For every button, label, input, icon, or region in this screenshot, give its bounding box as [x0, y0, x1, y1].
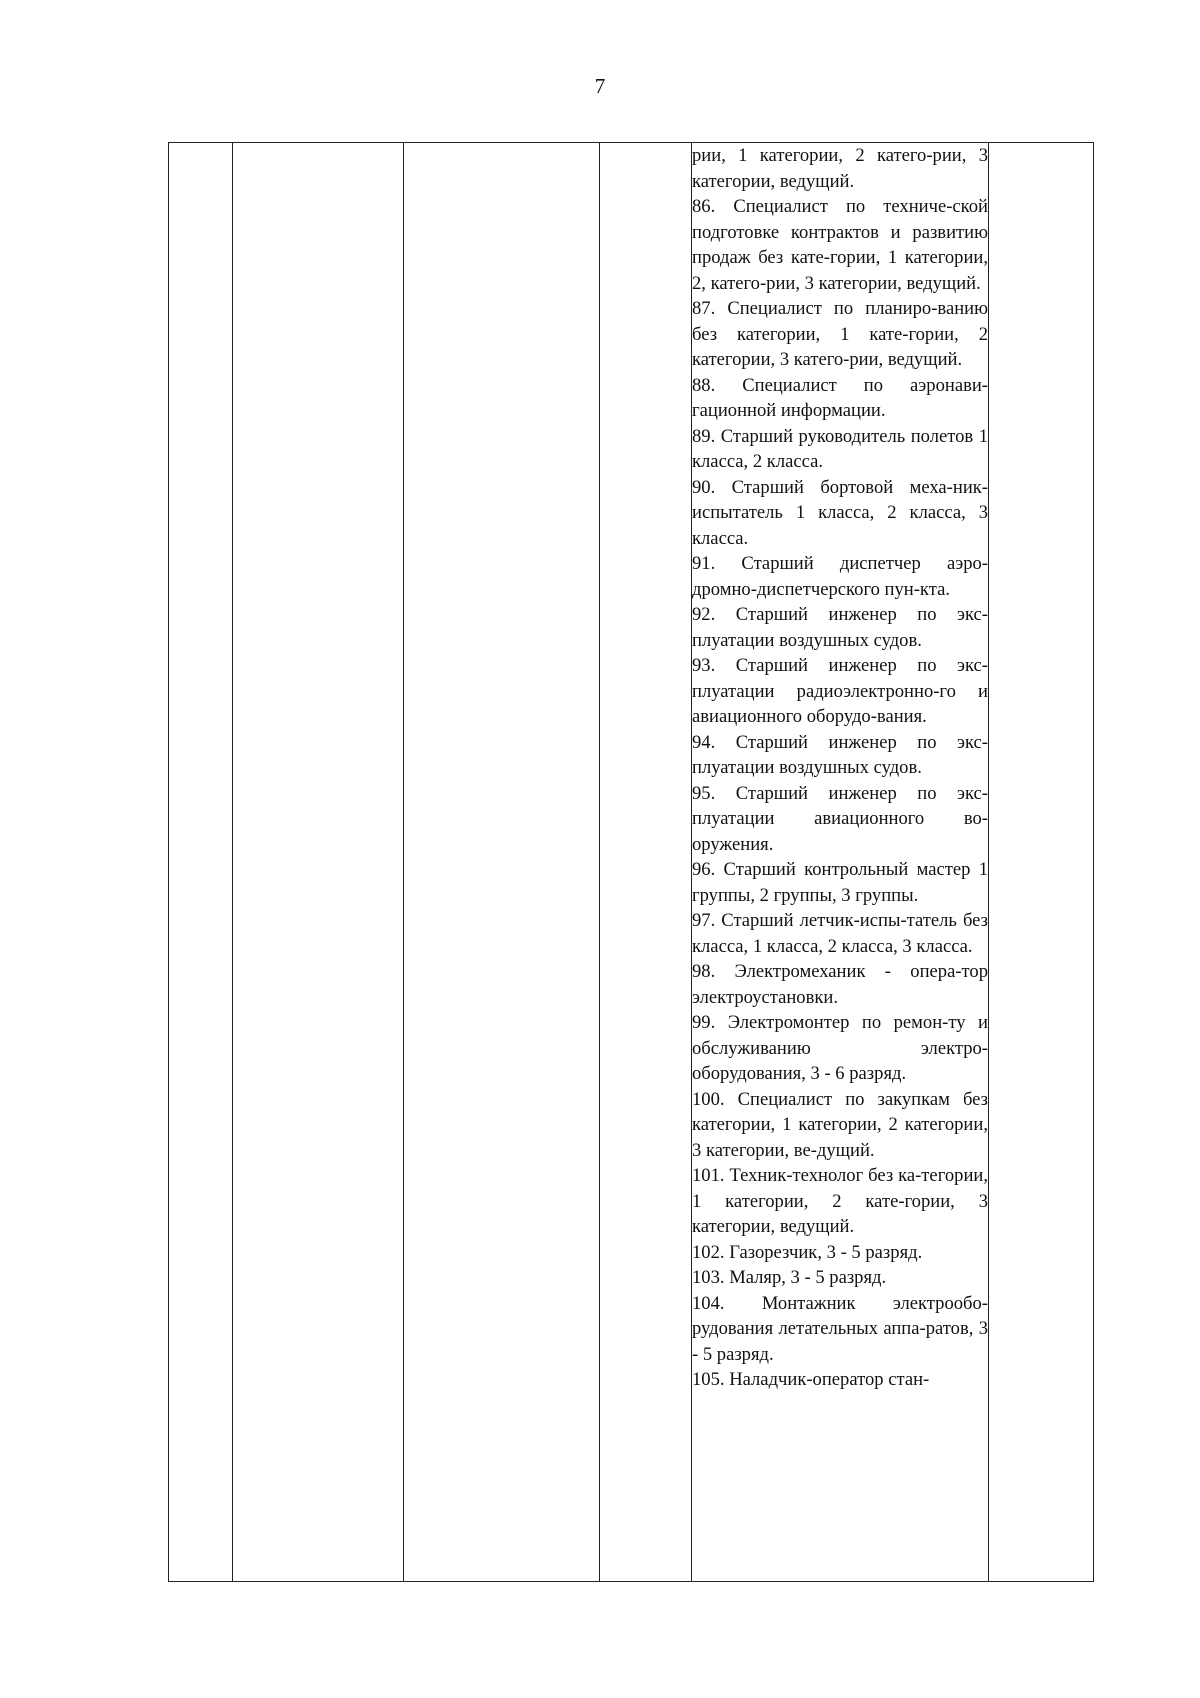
position-entry: 91. Старший диспетчер аэро-дромно-диспетчерского пун-кта. — [692, 553, 988, 600]
position-entry: 98. Электромеханик - опера-тор электроустановки. — [692, 961, 988, 1008]
position-entry: 94. Старший инженер по экс-плуатации воздушных судов. — [692, 731, 988, 778]
position-entry: 96. Старший контрольный мастер 1 группы, 2 группы, 3 группы. — [692, 859, 988, 906]
table-cell-col2 — [233, 143, 404, 1582]
table-cell-col4 — [600, 143, 692, 1582]
position-entry: 101. Техник-технолог без ка-тегории, 1 категории, 2 кате-гории, 3 категории, ведущий. — [692, 1165, 988, 1237]
position-entry: 93. Старший инженер по экс-плуатации радиоэлектронно-го и авиационного оборудо-вания. — [692, 655, 988, 727]
document-table — [168, 142, 1094, 1582]
position-entry: 97. Старший летчик-испы-татель без класса, 1 класса, 2 класса, 3 класса. — [692, 910, 988, 957]
table-cell-positions — [692, 143, 989, 1582]
position-entry: 92. Старший инженер по экс-плуатации воздушных судов. — [692, 604, 988, 651]
position-entry: 105. Наладчик-оператор стан- — [692, 1369, 930, 1390]
table-cell-col3 — [404, 143, 600, 1582]
table-cell-col1 — [169, 143, 233, 1582]
position-entry: 88. Специалист по аэронави-гационной информации. — [692, 374, 988, 421]
position-entry: 100. Специалист по закупкам без категории, 1 категории, 2 категории, 3 категории, ве-дущий. — [692, 1088, 988, 1161]
position-entry: 103. Маляр, 3 - 5 разряд. — [692, 1267, 887, 1288]
position-entry: рии, 1 категории, 2 катего-рии, 3 категории, ведущий. — [692, 145, 988, 192]
position-entry: 102. Газорезчик, 3 - 5 разряд. — [692, 1241, 923, 1263]
position-entry: 95. Старший инженер по экс-плуатации авиационного во-оружения. — [692, 782, 988, 855]
table-cell-col6 — [989, 143, 1094, 1582]
position-entry: 87. Специалист по планиро-ванию без категории, 1 кате-гории, 2 категории, 3 катего-рии, ведущий. — [692, 298, 988, 370]
table-row — [169, 143, 1094, 1582]
position-entry: 89. Старший руководитель полетов 1 класса, 2 класса. — [692, 425, 988, 472]
position-entry: 86. Специалист по техниче-ской подготовке контрактов и развитию продаж без кате-гории, 1 категории, 2, катего-рии, 3 категории, ведущий. — [692, 196, 988, 294]
page-number: 7 — [594, 74, 606, 98]
position-entry: 90. Старший бортовой меха-ник-испытатель 1 класса, 2 класса, 3 класса. — [692, 476, 988, 549]
position-entry: 104. Монтажник электрообо-рудования летательных аппа-ратов, 3 - 5 разряд. — [692, 1292, 988, 1365]
position-entry: 99. Электромонтер по ремон-ту и обслуживанию электро-оборудования, 3 - 6 разряд. — [692, 1012, 988, 1084]
